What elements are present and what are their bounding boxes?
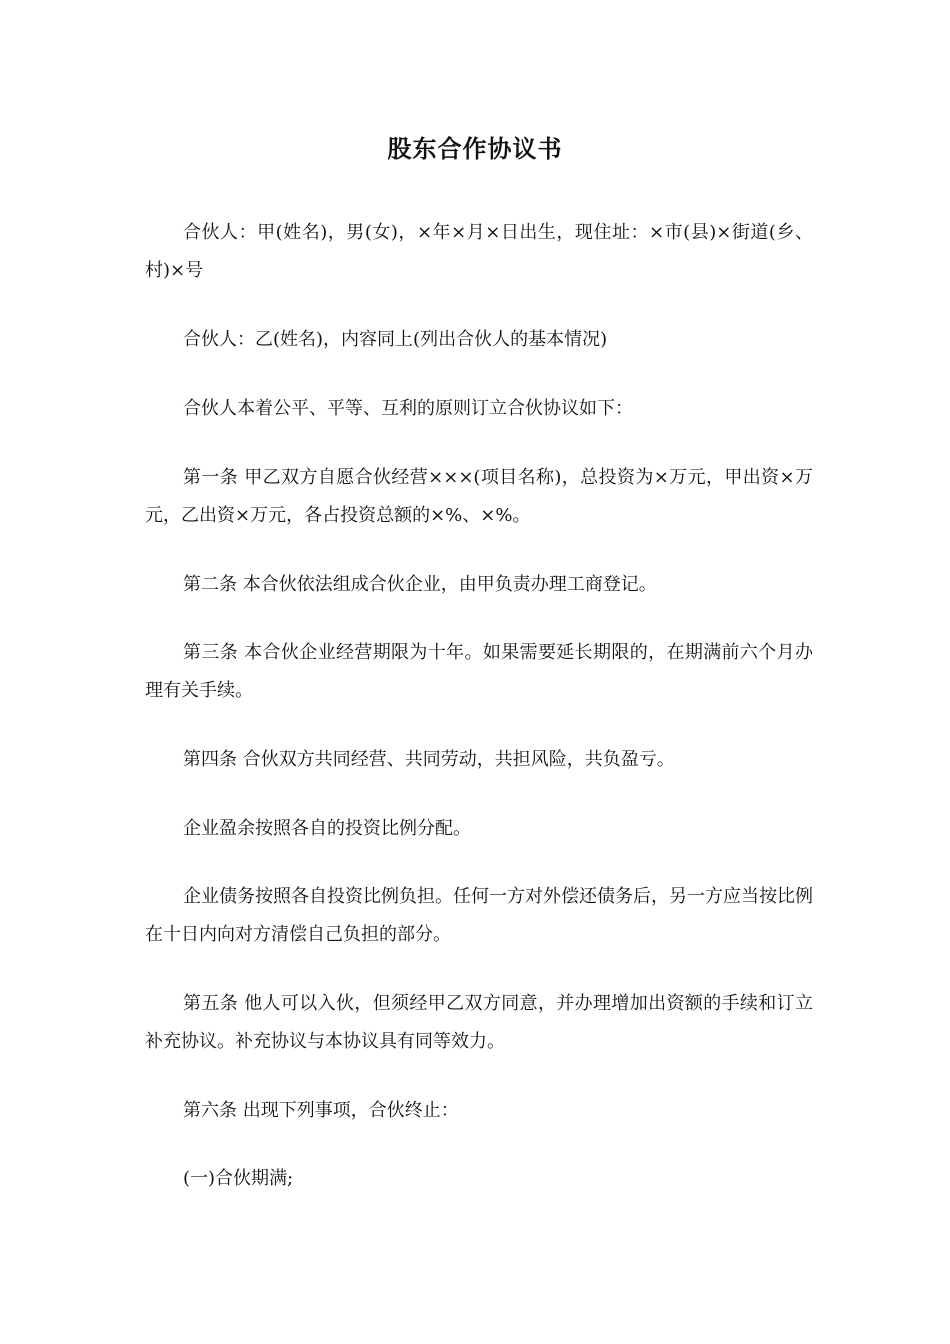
paragraph-article-1: 第一条 甲乙双方自愿合伙经营×××(项目名称)，总投资为×万元，甲出资×万元，乙出资×万元，各占投资总额的×%、×%。 [145,467,813,526]
paragraph-item-1: (一)合伙期满; [183,1168,294,1189]
paragraph-article-4: 第四条 合伙双方共同经营、共同劳动，共担风险，共负盈亏。 [183,749,675,770]
paragraph-debt-sharing: 企业债务按照各自投资比例负担。任何一方对外偿还债务后，另一方应当按比例在十日内向对方清偿自己负担的部分。 [145,886,813,945]
paragraph-partner-a: 合伙人：甲(姓名)，男(女)，×年×月×日出生，现住址：×市(县)×街道(乡、村)×号 [145,222,813,281]
paragraph-article-2: 第二条 本合伙依法组成合伙企业，由甲负责办理工商登记。 [183,574,657,595]
paragraph-article-5: 第五条 他人可以入伙，但须经甲乙双方同意，并办理增加出资额的手续和订立补充协议。补充协议与本协议具有同等效力。 [145,993,813,1052]
document-title: 股东合作协议书 [387,134,563,163]
paragraph-profit-distribution: 企业盈余按照各自的投资比例分配。 [183,818,471,839]
paragraph-article-3: 第三条 本合伙企业经营期限为十年。如果需要延长期限的，在期满前六个月办理有关手续。 [145,642,813,701]
paragraph-article-6: 第六条 出现下列事项，合伙终止： [183,1100,459,1121]
paragraph-partner-b: 合伙人：乙(姓名)，内容同上(列出合伙人的基本情况) [183,329,608,350]
paragraph-preamble: 合伙人本着公平、平等、互利的原则订立合伙协议如下： [183,398,633,419]
